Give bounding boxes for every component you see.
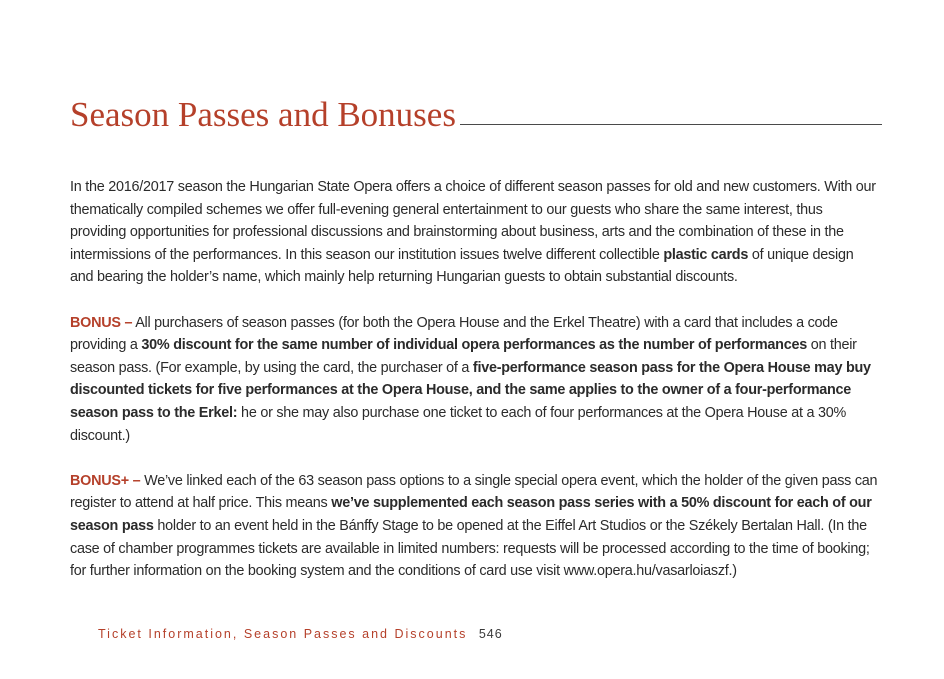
intro-paragraph [70,176,878,289]
footer-section-label: Ticket Information, Season Passes and Discounts [98,627,468,641]
bonus-plus-bold-1: we’ve supplemented each season pass series with a 50% discount for each of our season pass [70,495,872,534]
page-number: 546 [478,627,503,641]
bonus-text-2: on their season pass. (For example, by using the card, the purchaser of a [70,337,857,376]
title-rule [460,124,882,125]
bonus-paragraph [70,312,878,448]
document-body [70,176,878,605]
bonus-bold-2: five-performance season pass for the Opera House may buy discounted tickets for five performances at the Opera House, and the same applies to the owner of a four-performance season pass to the Erkel: [70,359,871,421]
bonus-plus-text-2: holder to an event held in the Bánffy Stage to be opened at the Eiffel Art Studios or the Székely Bertalan Hall. (In the case of chamber programmes tickets are available in limited numbers: requests will be processed according to the time of booking; for further information on the booking system and the conditions of card use visit www.opera.hu/vasarloiaszf.) [70,517,870,580]
page-footer [98,627,503,641]
bonus-plus-text-1: We’ve linked each of the 63 season pass options to a single special opera event, which the holder of the given pass can register to attend at half price. This means [70,472,878,512]
bonus-label: BONUS – [70,314,133,331]
bonus-text-3: he or she may also purchase one ticket to each of four performances at the Opera House at a 30% discount.) [70,404,847,444]
page-title: Season Passes and Bonuses [70,95,456,134]
bonus-plus-label: BONUS+ – [70,472,141,489]
intro-text-2: of unique design and bearing the holder’s name, which mainly help returning Hungarian guests to obtain substantial discounts. [70,246,854,286]
intro-bold-1: plastic cards [663,246,749,263]
bonus-bold-1: 30% discount for the same number of individual opera performances as the number of performances [141,337,807,354]
intro-text-1: In the 2016/2017 season the Hungarian State Opera offers a choice of different season passes for old and new customers. With our thematically compiled schemes we offer full-evening general entertainment to our guests who share the same interest, thus providing opportunities for professional discussions and brainstorming about business, arts and the combination of these in the intermissions of the performances. In this season our institution issues twelve different collectible [70,179,876,263]
bonus-text-1: All purchasers of season passes (for both the Opera House and the Erkel Theatre) with a card that includes a code providing a [70,314,838,354]
bonus-plus-paragraph [70,470,878,583]
page-header [70,88,882,134]
